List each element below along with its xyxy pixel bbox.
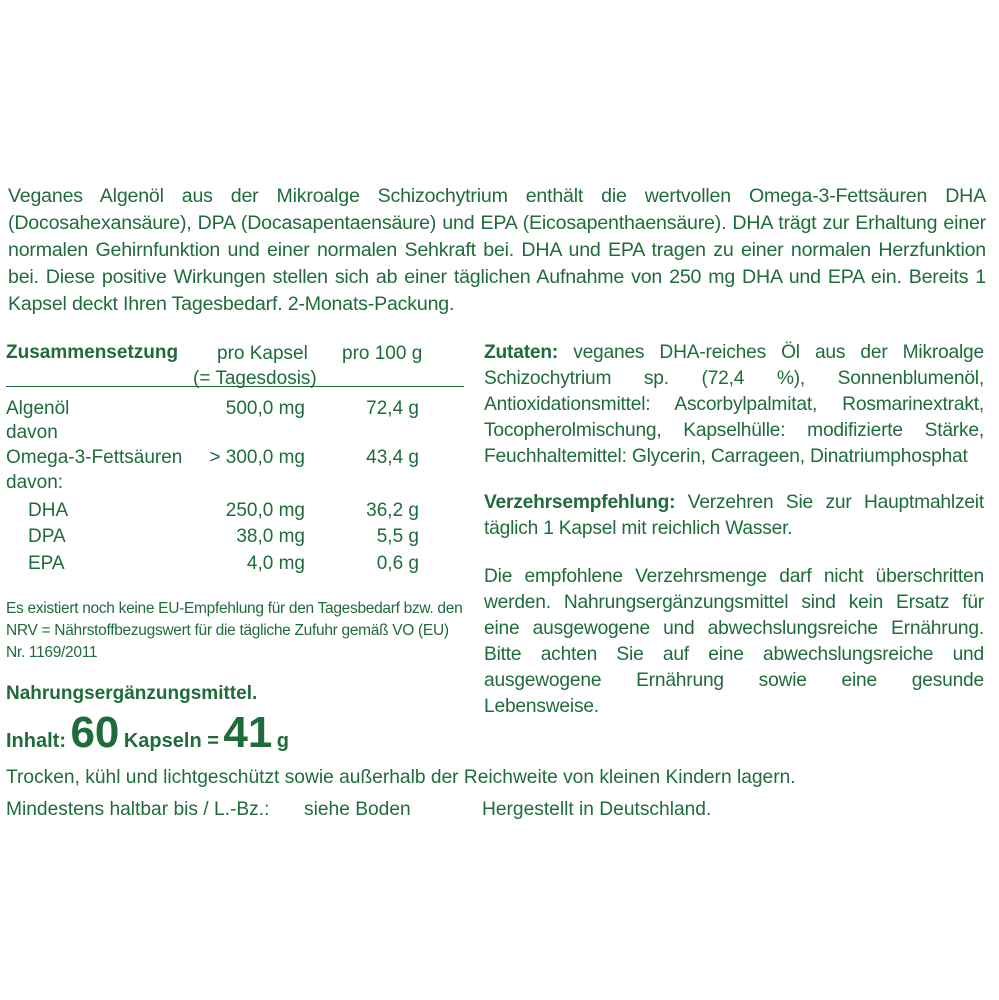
row-capsule: 500,0 mg xyxy=(225,398,305,419)
row-capsule: > 300,0 mg xyxy=(209,447,305,468)
row-label: DPA xyxy=(28,526,66,547)
best-before-value: siehe Boden xyxy=(304,799,411,820)
row-capsule: 4,0 mg xyxy=(246,553,305,574)
eu-note: Es existiert noch keine EU-Empfehlung für den Tagesbedarf bzw. den NRV = Nährstoffbezugswert für die tägliche Zufuhr gemäß VO (EU) Nr. 1169/2011 xyxy=(6,600,463,661)
row-per100: 72,4 g xyxy=(366,398,419,419)
intro-paragraph: Veganes Algenöl aus der Mikroalge Schizochytrium enthält die wertvollen Omega-3-Fettsäuren DHA (Docosahexansäure), DPA (Docasapentaensäure) und EPA (Eicosapenthaensäure). DHA trägt zur Erhaltung einer normalen Gehirnfunktion und einer normalen Sehkraft bei. DHA und EPA tragen zu einer normalen Herzfunktion bei. Diese positive Wirkungen stellen sich ab einer täglichen Aufnahme von 250 mg DHA und EPA ein. Bereits 1 Kapsel deckt Ihren Tagesbedarf. 2-Monats-Packung. xyxy=(8,185,986,315)
table-header-rule xyxy=(6,386,464,387)
recommendation-text: Verzehren Sie zur Hauptmahlzeit täglich 1 Kapsel mit reichlich Wasser. xyxy=(484,492,985,539)
recommendation-block xyxy=(484,490,984,542)
storage-info: Trocken, kühl und lichtgeschützt sowie außerhalb der Reichweite von kleinen Kindern lagern. xyxy=(6,767,796,788)
row-capsule: 38,0 mg xyxy=(236,526,305,547)
row-label: Omega-3-Fettsäuren xyxy=(6,447,183,468)
col-header-100g: pro 100 g xyxy=(342,343,423,364)
col-header-capsule: pro Kapsel xyxy=(217,343,308,364)
supplement-label: Nahrungsergänzungsmittel. xyxy=(6,683,258,704)
row-label: DHA xyxy=(28,500,69,521)
content-weight: 41 xyxy=(223,708,273,757)
col-header-capsule-sub: (= Tagesdosis) xyxy=(193,368,317,389)
row-per100: 0,6 g xyxy=(376,553,419,574)
row-label: EPA xyxy=(28,553,65,574)
ingredients-block xyxy=(484,340,984,470)
row-per100: 36,2 g xyxy=(366,500,419,521)
made-in: Hergestellt in Deutschland. xyxy=(482,799,712,820)
warning-text: Die empfohlene Verzehrsmenge darf nicht überschritten werden. Nahrungsergänzungsmittel sind kein Ersatz für eine ausgewogene und abwechslungsreiche Ernährung. Bitte achten Sie auf eine abwechslungsreiche und ausgewogene Ernährung sowie eine gesunde Lebensweise. xyxy=(484,566,984,717)
recommendation-label: Verzehrsempfehlung: xyxy=(484,492,676,513)
row-capsule: 250,0 mg xyxy=(225,500,305,521)
row-label: davon: xyxy=(6,472,64,493)
capsule-count: 60 xyxy=(70,708,120,757)
row-label: Algenöl xyxy=(6,398,70,419)
ingredients-label: Zutaten: xyxy=(484,342,559,363)
best-before-label: Mindestens haltbar bis / L.-Bz.: xyxy=(6,799,270,820)
content-unit: Kapseln = xyxy=(123,730,219,752)
content-weight-unit: g xyxy=(276,730,289,752)
content-prefix: Inhalt: xyxy=(6,730,66,752)
row-per100: 5,5 g xyxy=(376,526,419,547)
row-per100: 43,4 g xyxy=(366,447,419,468)
row-label: davon xyxy=(6,422,58,443)
ingredients-text: veganes DHA-reiches Öl aus der Mikroalge Schizochytrium sp. (72,4 %), Sonnenblumenöl, Antioxidationsmittel: Ascorbylpalmitat, Rosmarinextrakt, Tocopherolmischung, Kapselhülle: modifizierte Stärke, Feuchhaltemittel: Glycerin, Carrageen, Dinatriumphosphat xyxy=(484,342,984,467)
content-line xyxy=(6,708,289,758)
table-title: Zusammensetzung xyxy=(6,342,179,363)
